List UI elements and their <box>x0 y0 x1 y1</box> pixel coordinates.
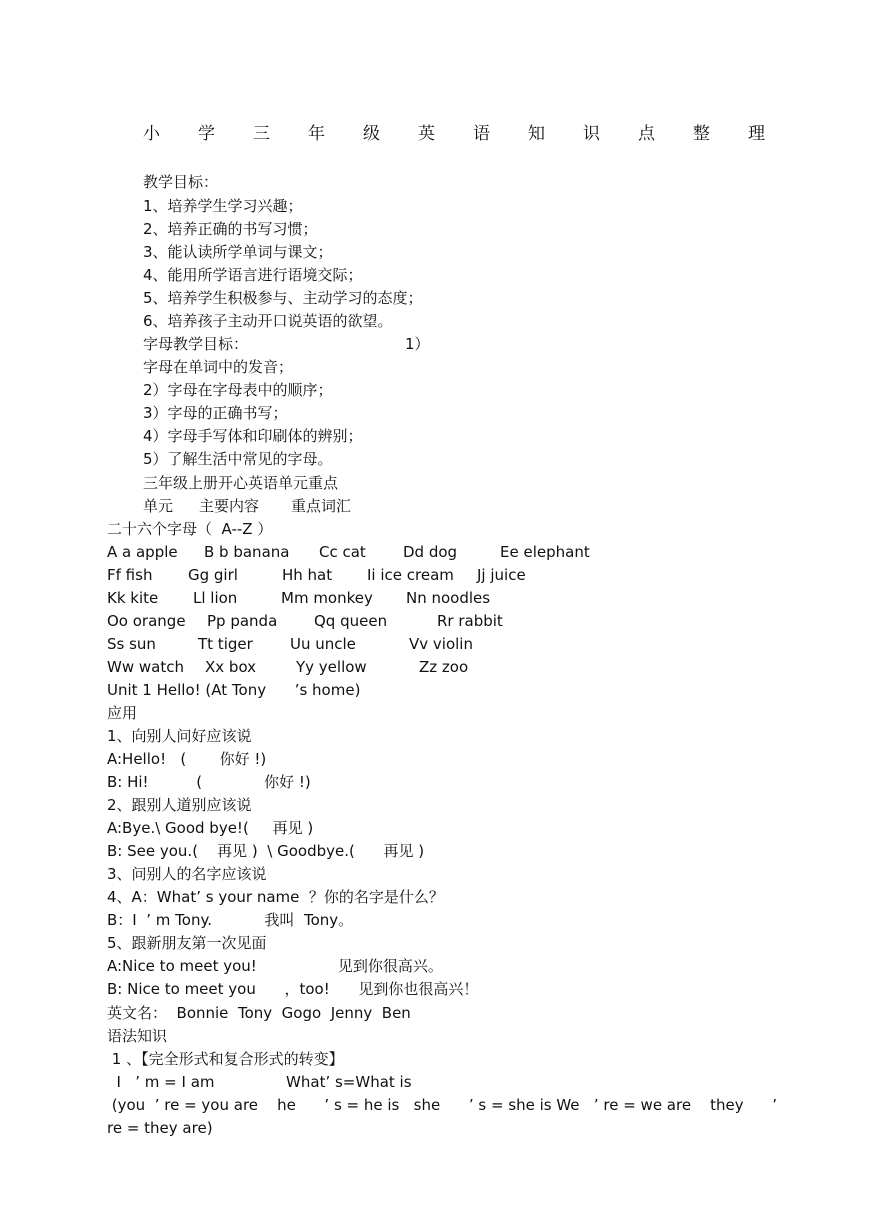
letter-goal-item: 5）了解生活中常见的字母。 <box>143 450 333 468</box>
letter-goals-heading: 字母教学目标： <box>143 335 249 353</box>
page-title <box>143 119 765 144</box>
title-char: 三 <box>253 124 270 144</box>
grammar-item: 1 、【完全形式和复合形式的转变】 <box>107 1050 344 1068</box>
unit-1-title: Unit 1 Hello! (At Tony ’s home) <box>107 681 361 699</box>
alphabet-entry: A a apple <box>107 543 178 561</box>
table-header-cell: 主要内容 <box>199 497 260 515</box>
alphabet-entry: Yy yellow <box>296 658 367 676</box>
table-header-cell: 重点词汇 <box>291 497 352 515</box>
alphabet-entry: Ww watch <box>107 658 184 676</box>
letter-goal-number: 1） <box>405 335 430 353</box>
usage-line: 2、跟别人道别应该说 <box>107 796 252 814</box>
usage-line: A:Nice to meet you! 见到你很高兴。 <box>107 957 443 975</box>
alphabet-entry: Qq queen <box>314 612 388 630</box>
title-char: 级 <box>363 124 380 144</box>
alphabet-entry: Cc cat <box>319 543 366 561</box>
unit-heading: 三年级上册开心英语单元重点 <box>143 474 339 492</box>
alphabet-entry: Oo orange <box>107 612 186 630</box>
usage-line: A:Hello! ( 你好 !) <box>107 750 267 768</box>
alphabet-entry: Mm monkey <box>281 589 373 607</box>
contraction-line: (you ’ re = you are he ’ s = he is she ’ s = she is We ’ re = we are they ’ <box>107 1096 778 1114</box>
alphabet-entry: Tt tiger <box>198 635 253 653</box>
alphabet-entry: Dd dog <box>403 543 458 561</box>
alphabet-entry: Ee elephant <box>500 543 590 561</box>
alphabet-entry: Uu uncle <box>290 635 356 653</box>
letter-goal-item: 2）字母在字母表中的顺序； <box>143 381 333 399</box>
title-char: 知 <box>528 124 545 144</box>
usage-line: B: Nice to meet you ，too! 见到你也很高兴！ <box>107 980 479 998</box>
english-names: 英文名： Bonnie Tony Gogo Jenny Ben <box>107 1004 411 1022</box>
table-header-cell: 单元 <box>143 497 174 515</box>
alphabet-entry: Ii ice cream <box>367 566 454 584</box>
alphabet-entry: Xx box <box>205 658 257 676</box>
usage-line: 1、向别人问好应该说 <box>107 727 252 745</box>
alphabet-entry: B b banana <box>204 543 290 561</box>
alphabet-entry: Ff fish <box>107 566 153 584</box>
goal-item: 3、能认读所学单词与课文； <box>143 243 333 261</box>
usage-line: 5、跟新朋友第一次见面 <box>107 934 267 952</box>
goal-item: 4、能用所学语言进行语境交际； <box>143 266 363 284</box>
title-char: 学 <box>198 124 215 144</box>
alphabet-entry: Pp panda <box>207 612 278 630</box>
alphabet-heading: 二十六个字母（ A--Z ） <box>107 520 273 538</box>
grammar-heading: 语法知识 <box>107 1027 168 1045</box>
alphabet-entry: Vv violin <box>409 635 473 653</box>
alphabet-entry: Zz zoo <box>419 658 469 676</box>
usage-line: B：I ’ m Tony. 我叫 Tony。 <box>107 911 354 929</box>
goals-heading: 教学目标： <box>143 173 219 191</box>
title-char: 整 <box>693 124 710 144</box>
contraction-line: I ’ m = I am What’ s=What is <box>107 1073 412 1091</box>
title-char: 理 <box>748 124 765 144</box>
usage-line: B: See you.( 再见 ) \ Goodbye.( 再见 ) <box>107 842 425 860</box>
usage-line: A:Bye.\ Good bye!( 再见 ) <box>107 819 314 837</box>
alphabet-entry: Nn noodles <box>406 589 491 607</box>
usage-line: 3、问别人的名字应该说 <box>107 865 267 883</box>
alphabet-entry: Ll lion <box>193 589 238 607</box>
alphabet-entry: Ss sun <box>107 635 156 653</box>
alphabet-entry: Kk kite <box>107 589 159 607</box>
alphabet-entry: Jj juice <box>477 566 526 584</box>
title-char: 小 <box>143 124 160 144</box>
letter-goal-item: 字母在单词中的发音； <box>143 358 294 376</box>
title-char: 点 <box>638 124 655 144</box>
usage-line: B: Hi! ( 你好 !) <box>107 773 311 791</box>
alphabet-entry: Gg girl <box>188 566 238 584</box>
alphabet-entry: Rr rabbit <box>437 612 503 630</box>
title-char: 识 <box>583 124 600 144</box>
goal-item: 6、培养孩子主动开口说英语的欲望。 <box>143 312 393 330</box>
title-char: 英 <box>418 124 435 144</box>
usage-heading: 应用 <box>107 704 138 722</box>
title-char: 语 <box>473 124 490 144</box>
usage-line: 4、A：What’ s your name ？你的名字是什么？ <box>107 888 444 906</box>
goal-item: 5、培养学生积极参与、主动学习的态度； <box>143 289 423 307</box>
title-char: 年 <box>308 124 325 144</box>
letter-goal-item: 3）字母的正确书写； <box>143 404 288 422</box>
contraction-line: re = they are) <box>107 1119 213 1137</box>
goal-item: 2、培养正确的书写习惯； <box>143 220 318 238</box>
goal-item: 1、培养学生学习兴趣； <box>143 197 303 215</box>
letter-goal-item: 4）字母手写体和印刷体的辨别； <box>143 427 363 445</box>
alphabet-entry: Hh hat <box>282 566 333 584</box>
